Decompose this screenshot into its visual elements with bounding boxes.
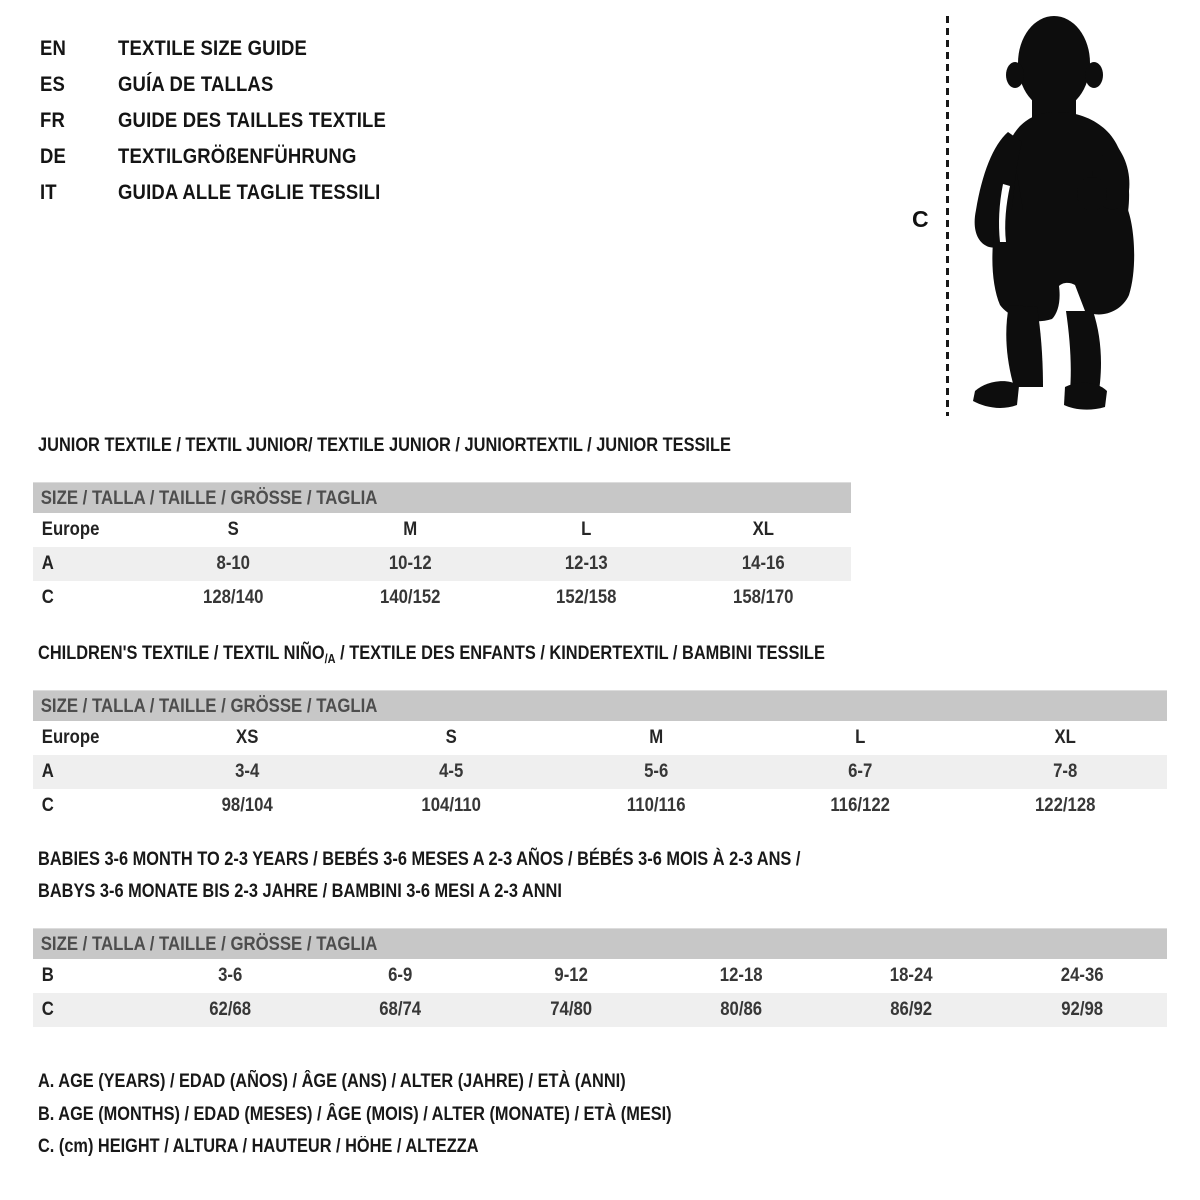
size-value-cell: 140/152 xyxy=(379,587,440,608)
size-header-bar xyxy=(33,928,1167,959)
children-section-title-text xyxy=(38,642,825,666)
height-measure-label: C xyxy=(912,206,929,232)
row-label: Europe xyxy=(41,519,100,540)
row-label: C xyxy=(41,999,54,1020)
table-row xyxy=(33,993,1167,1027)
row-label: B xyxy=(41,965,54,986)
babies-section-title xyxy=(38,848,946,903)
language-code: DE xyxy=(40,143,67,168)
column-header-cell: XL xyxy=(752,519,774,540)
junior-table-rows xyxy=(33,513,851,615)
babies-table-rows xyxy=(33,959,1167,1027)
column-header-cell: XS xyxy=(236,727,259,748)
size-value-cell: 158/170 xyxy=(732,587,793,608)
size-value-cell: 5-6 xyxy=(643,761,669,782)
size-value-cell: 98/104 xyxy=(221,795,273,816)
size-value-cell: 24-36 xyxy=(1060,965,1104,986)
table-row xyxy=(33,755,1167,789)
table-header-row xyxy=(33,721,1167,755)
height-measure-line xyxy=(946,16,949,416)
children-title-sub: /A xyxy=(324,651,336,666)
row-label: A xyxy=(41,761,54,782)
size-value-cell: 116/122 xyxy=(830,795,891,816)
note-age-months: B. AGE (MONTHS) / EDAD (MESES) / ÂGE (MOIS) / ALTER (MONATE) / ETÀ (MESI) xyxy=(38,1103,672,1125)
size-value-cell: 86/92 xyxy=(890,999,933,1020)
size-value-cell: 92/98 xyxy=(1060,999,1103,1020)
size-header-label: SIZE / TALLA / TAILLE / GRÖSSE / TAGLIA xyxy=(40,486,378,509)
size-value-cell: 4-5 xyxy=(439,761,464,782)
size-value-cell: 122/128 xyxy=(1034,795,1096,816)
children-title-suffix: / TEXTILE DES ENFANTS / KINDERTEXTIL / BAMBINI TESSILE xyxy=(335,642,825,664)
size-header-bar xyxy=(33,482,851,513)
column-header-cell: L xyxy=(855,727,866,748)
guide-title-es: GUÍA DE TALLAS xyxy=(118,71,274,96)
table-row xyxy=(33,789,1167,823)
size-value-cell: 12-13 xyxy=(564,553,608,574)
column-header-cell: L xyxy=(581,519,592,540)
size-header-label: SIZE / TALLA / TAILLE / GRÖSSE / TAGLIA xyxy=(40,932,378,955)
row-label: C xyxy=(41,795,54,816)
children-table-rows xyxy=(33,721,1167,823)
language-code: ES xyxy=(40,71,66,96)
guide-title-fr: GUIDE DES TAILLES TEXTILE xyxy=(118,107,386,132)
toddler-silhouette-icon xyxy=(962,14,1138,418)
table-row xyxy=(33,547,851,581)
babies-title-line2: BABYS 3-6 MONATE BIS 2-3 JAHRE / BAMBINI 3-6 MESI A 2-3 ANNI xyxy=(38,880,562,902)
table-row xyxy=(33,581,851,615)
size-value-cell: 68/74 xyxy=(379,999,422,1020)
language-row-fr xyxy=(40,102,430,138)
column-header-cell: M xyxy=(649,727,663,748)
language-title-list xyxy=(40,30,430,210)
children-size-table xyxy=(33,690,1167,823)
junior-section-title-text: JUNIOR TEXTILE / TEXTIL JUNIOR/ TEXTILE JUNIOR / JUNIORTEXTIL / JUNIOR TESSILE xyxy=(38,434,731,456)
babies-title-line1: BABIES 3-6 MONTH TO 2-3 YEARS / BEBÉS 3-6 MESES A 2-3 AÑOS / BÉBÉS 3-6 MOIS À 2-3 ANS / xyxy=(38,848,801,870)
row-label: Europe xyxy=(41,727,100,748)
size-value-cell: 62/68 xyxy=(209,999,252,1020)
size-value-cell: 128/140 xyxy=(203,587,264,608)
size-value-cell: 12-18 xyxy=(719,965,763,986)
size-value-cell: 104/110 xyxy=(421,795,482,816)
junior-size-table xyxy=(33,482,851,615)
size-value-cell: 9-12 xyxy=(554,965,588,986)
size-value-cell: 110/116 xyxy=(626,795,686,816)
size-value-cell: 3-6 xyxy=(218,965,243,986)
language-code: IT xyxy=(40,179,57,204)
column-header-cell: XL xyxy=(1054,727,1076,748)
row-label: A xyxy=(41,553,54,574)
children-title-prefix: CHILDREN'S TEXTILE / TEXTIL NIÑO xyxy=(38,642,325,664)
junior-section-title xyxy=(38,434,863,457)
language-row-it xyxy=(40,174,430,210)
size-value-cell: 18-24 xyxy=(890,965,933,986)
column-header-cell: S xyxy=(227,519,239,540)
row-label: C xyxy=(41,587,54,608)
size-value-cell: 7-8 xyxy=(1052,761,1077,782)
column-header-cell: M xyxy=(402,519,417,540)
size-header-label: SIZE / TALLA / TAILLE / GRÖSSE / TAGLIA xyxy=(40,694,378,717)
language-row-es xyxy=(40,66,430,102)
size-value-cell: 152/158 xyxy=(556,587,617,608)
table-header-row xyxy=(33,513,851,547)
language-row-en xyxy=(40,30,430,66)
size-value-cell: 3-4 xyxy=(235,761,260,782)
babies-size-table xyxy=(33,928,1167,1027)
size-value-cell: 8-10 xyxy=(216,553,250,574)
size-value-cell: 74/80 xyxy=(549,999,592,1020)
guide-title-de: TEXTILGRÖßENFÜHRUNG xyxy=(118,143,357,168)
guide-title-en: TEXTILE SIZE GUIDE xyxy=(118,35,308,60)
size-value-cell: 6-7 xyxy=(848,761,873,782)
size-value-cell: 14-16 xyxy=(741,553,785,574)
note-age-years: A. AGE (YEARS) / EDAD (AÑOS) / ÂGE (ANS) / ALTER (JAHRE) / ETÀ (ANNI) xyxy=(38,1071,626,1093)
size-header-bar xyxy=(33,690,1167,721)
legend-notes xyxy=(38,1066,775,1164)
language-code: FR xyxy=(40,107,65,132)
column-header-cell: S xyxy=(446,727,458,748)
size-value-cell: 6-9 xyxy=(388,965,413,986)
language-row-de xyxy=(40,138,430,174)
guide-title-it: GUIDA ALLE TAGLIE TESSILI xyxy=(118,179,381,204)
size-value-cell: 10-12 xyxy=(388,553,432,574)
size-value-cell: 80/86 xyxy=(720,999,763,1020)
note-height-cm: C. (cm) HEIGHT / ALTURA / HAUTEUR / HÖHE / ALTEZZA xyxy=(38,1136,479,1158)
children-section-title xyxy=(38,642,975,666)
table-row xyxy=(33,959,1167,993)
language-code: EN xyxy=(40,35,67,60)
